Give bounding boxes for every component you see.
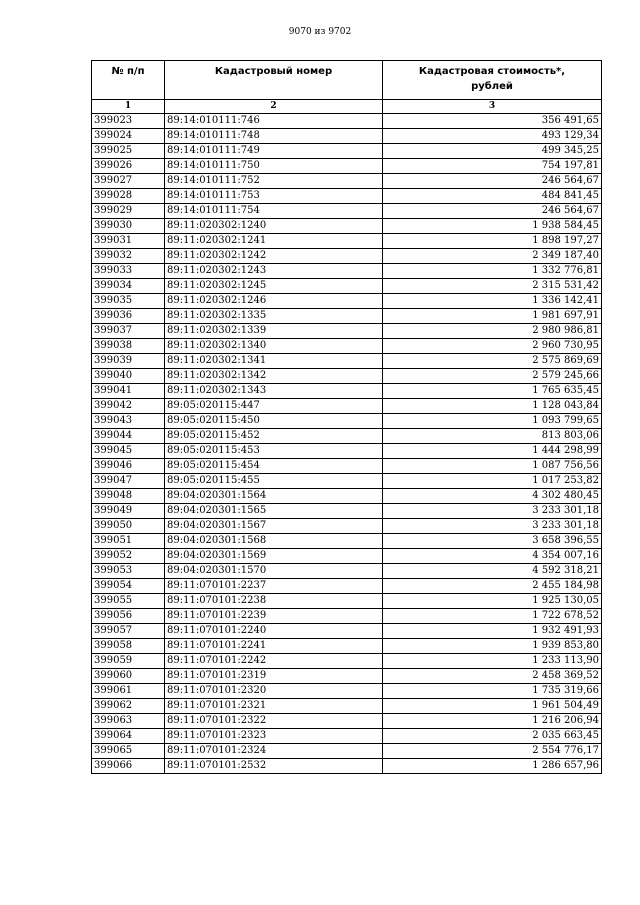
row-index: 399047: [92, 474, 165, 489]
row-cadastral-number: 89:11:070101:2237: [165, 579, 383, 594]
row-index: 399030: [92, 219, 165, 234]
row-cadastral-value: 1 898 197,27: [383, 234, 602, 249]
table-row: [92, 219, 602, 234]
row-cadastral-value: 2 554 776,17: [383, 744, 602, 759]
row-cadastral-value: 1 128 043,84: [383, 399, 602, 414]
table-row: [92, 354, 602, 369]
row-index: 399026: [92, 159, 165, 174]
row-cadastral-number: 89:14:010111:754: [165, 204, 383, 219]
column-number: 3: [383, 100, 602, 114]
row-cadastral-number: 89:11:020302:1339: [165, 324, 383, 339]
row-cadastral-number: 89:05:020115:450: [165, 414, 383, 429]
table-row: [92, 564, 602, 579]
row-cadastral-value: 2 960 730,95: [383, 339, 602, 354]
row-cadastral-number: 89:11:070101:2241: [165, 639, 383, 654]
table-row: [92, 339, 602, 354]
row-index: 399061: [92, 684, 165, 699]
row-index: 399035: [92, 294, 165, 309]
row-cadastral-value: 1 093 799,65: [383, 414, 602, 429]
row-index: 399048: [92, 489, 165, 504]
table-row: [92, 714, 602, 729]
table-row: [92, 519, 602, 534]
row-cadastral-number: 89:05:020115:454: [165, 459, 383, 474]
row-cadastral-number: 89:04:020301:1569: [165, 549, 383, 564]
table-row: [92, 759, 602, 774]
row-index: 399036: [92, 309, 165, 324]
table-row: [92, 549, 602, 564]
row-cadastral-value: 1 735 319,66: [383, 684, 602, 699]
table-header-row: [92, 61, 602, 100]
row-index: 399062: [92, 699, 165, 714]
table-row: [92, 189, 602, 204]
row-index: 399038: [92, 339, 165, 354]
cadastral-table: [91, 60, 602, 774]
row-cadastral-value: 1 286 657,96: [383, 759, 602, 774]
row-cadastral-value: 4 592 318,21: [383, 564, 602, 579]
table-row: [92, 444, 602, 459]
row-cadastral-number: 89:11:020302:1246: [165, 294, 383, 309]
row-index: 399050: [92, 519, 165, 534]
row-cadastral-value: 1 332 776,81: [383, 264, 602, 279]
row-index: 399032: [92, 249, 165, 264]
row-cadastral-number: 89:11:020302:1240: [165, 219, 383, 234]
row-cadastral-number: 89:11:070101:2238: [165, 594, 383, 609]
row-cadastral-number: 89:05:020115:452: [165, 429, 383, 444]
row-cadastral-number: 89:11:070101:2532: [165, 759, 383, 774]
row-index: 399063: [92, 714, 165, 729]
row-cadastral-number: 89:11:020302:1245: [165, 279, 383, 294]
table-row: [92, 129, 602, 144]
row-cadastral-value: 4 354 007,16: [383, 549, 602, 564]
table-row: [92, 474, 602, 489]
row-cadastral-number: 89:11:070101:2242: [165, 654, 383, 669]
row-index: 399046: [92, 459, 165, 474]
row-index: 399064: [92, 729, 165, 744]
row-cadastral-number: 89:11:070101:2319: [165, 669, 383, 684]
table-row: [92, 399, 602, 414]
row-cadastral-number: 89:11:070101:2321: [165, 699, 383, 714]
header-cadastral-value: Кадастровая стоимость*, рублей: [383, 61, 602, 100]
row-cadastral-number: 89:11:070101:2239: [165, 609, 383, 624]
row-index: 399055: [92, 594, 165, 609]
row-cadastral-value: 246 564,67: [383, 174, 602, 189]
header-cadastral-number: Кадастровый номер: [165, 61, 383, 100]
row-cadastral-number: 89:11:020302:1340: [165, 339, 383, 354]
row-index: 399044: [92, 429, 165, 444]
row-cadastral-value: 3 658 396,55: [383, 534, 602, 549]
row-cadastral-value: 499 345,25: [383, 144, 602, 159]
row-index: 399025: [92, 144, 165, 159]
row-cadastral-number: 89:14:010111:750: [165, 159, 383, 174]
row-cadastral-value: 2 579 245,66: [383, 369, 602, 384]
row-index: 399039: [92, 354, 165, 369]
row-cadastral-number: 89:14:010111:753: [165, 189, 383, 204]
table-row: [92, 309, 602, 324]
row-index: 399052: [92, 549, 165, 564]
row-cadastral-value: 1 722 678,52: [383, 609, 602, 624]
row-cadastral-number: 89:11:070101:2240: [165, 624, 383, 639]
row-index: 399056: [92, 609, 165, 624]
row-cadastral-value: 1 336 142,41: [383, 294, 602, 309]
row-index: 399034: [92, 279, 165, 294]
row-cadastral-value: 2 980 986,81: [383, 324, 602, 339]
row-cadastral-value: 3 233 301,18: [383, 504, 602, 519]
table-row: [92, 504, 602, 519]
table-row: [92, 579, 602, 594]
row-index: 399059: [92, 654, 165, 669]
row-index: 399040: [92, 369, 165, 384]
row-index: 399060: [92, 669, 165, 684]
row-cadastral-number: 89:11:070101:2324: [165, 744, 383, 759]
table-row: [92, 459, 602, 474]
table-row: [92, 684, 602, 699]
row-cadastral-value: 1 087 756,56: [383, 459, 602, 474]
table-row: [92, 324, 602, 339]
row-cadastral-number: 89:14:010111:748: [165, 129, 383, 144]
row-index: 399066: [92, 759, 165, 774]
column-number-row: [92, 100, 602, 114]
row-cadastral-number: 89:04:020301:1565: [165, 504, 383, 519]
row-cadastral-value: 1 939 853,80: [383, 639, 602, 654]
table-row: [92, 144, 602, 159]
column-number: 2: [165, 100, 383, 114]
row-index: 399053: [92, 564, 165, 579]
row-index: 399029: [92, 204, 165, 219]
row-cadastral-value: 493 129,34: [383, 129, 602, 144]
table-row: [92, 699, 602, 714]
row-cadastral-number: 89:11:020302:1241: [165, 234, 383, 249]
header-index: № п/п: [92, 61, 165, 100]
row-cadastral-value: 246 564,67: [383, 204, 602, 219]
row-cadastral-value: 2 455 184,98: [383, 579, 602, 594]
row-index: 399042: [92, 399, 165, 414]
row-cadastral-number: 89:11:020302:1341: [165, 354, 383, 369]
table-row: [92, 414, 602, 429]
row-cadastral-value: 1 216 206,94: [383, 714, 602, 729]
table-row: [92, 654, 602, 669]
row-index: 399051: [92, 534, 165, 549]
row-cadastral-value: 1 233 113,90: [383, 654, 602, 669]
row-cadastral-number: 89:04:020301:1564: [165, 489, 383, 504]
row-index: 399028: [92, 189, 165, 204]
row-cadastral-number: 89:05:020115:453: [165, 444, 383, 459]
row-index: 399045: [92, 444, 165, 459]
row-index: 399037: [92, 324, 165, 339]
table-body: [92, 114, 602, 774]
row-cadastral-value: 2 349 187,40: [383, 249, 602, 264]
row-index: 399054: [92, 579, 165, 594]
row-index: 399031: [92, 234, 165, 249]
table-row: [92, 624, 602, 639]
row-cadastral-value: 484 841,45: [383, 189, 602, 204]
row-cadastral-value: 1 444 298,99: [383, 444, 602, 459]
table-row: [92, 489, 602, 504]
table-row: [92, 534, 602, 549]
table-row: [92, 294, 602, 309]
row-cadastral-value: 813 803,06: [383, 429, 602, 444]
row-cadastral-number: 89:05:020115:447: [165, 399, 383, 414]
row-cadastral-value: 1 932 491,93: [383, 624, 602, 639]
page-header: 9070 из 9702: [288, 27, 352, 37]
row-cadastral-value: 1 981 697,91: [383, 309, 602, 324]
row-index: 399027: [92, 174, 165, 189]
row-cadastral-value: 356 491,65: [383, 114, 602, 129]
row-index: 399033: [92, 264, 165, 279]
table-row: [92, 669, 602, 684]
table-row: [92, 429, 602, 444]
table-row: [92, 249, 602, 264]
table-row: [92, 594, 602, 609]
table-row: [92, 609, 602, 624]
row-cadastral-value: 4 302 480,45: [383, 489, 602, 504]
row-cadastral-value: 1 961 504,49: [383, 699, 602, 714]
row-cadastral-number: 89:11:020302:1242: [165, 249, 383, 264]
row-cadastral-value: 1 017 253,82: [383, 474, 602, 489]
row-cadastral-value: 1 765 635,45: [383, 384, 602, 399]
row-cadastral-value: 2 458 369,52: [383, 669, 602, 684]
row-cadastral-number: 89:11:020302:1342: [165, 369, 383, 384]
row-cadastral-number: 89:11:070101:2320: [165, 684, 383, 699]
table-row: [92, 369, 602, 384]
row-cadastral-value: 2 575 869,69: [383, 354, 602, 369]
row-index: 399041: [92, 384, 165, 399]
column-number: 1: [92, 100, 165, 114]
row-index: 399043: [92, 414, 165, 429]
row-cadastral-number: 89:04:020301:1570: [165, 564, 383, 579]
row-cadastral-number: 89:14:010111:749: [165, 144, 383, 159]
table-row: [92, 744, 602, 759]
row-cadastral-number: 89:14:010111:752: [165, 174, 383, 189]
row-index: 399057: [92, 624, 165, 639]
row-cadastral-number: 89:11:020302:1243: [165, 264, 383, 279]
row-cadastral-number: 89:04:020301:1567: [165, 519, 383, 534]
row-cadastral-value: 2 315 531,42: [383, 279, 602, 294]
row-cadastral-value: 1 938 584,45: [383, 219, 602, 234]
table-row: [92, 279, 602, 294]
row-index: 399024: [92, 129, 165, 144]
table-row: [92, 204, 602, 219]
row-cadastral-value: 1 925 130,05: [383, 594, 602, 609]
row-cadastral-number: 89:11:070101:2322: [165, 714, 383, 729]
table-row: [92, 174, 602, 189]
row-cadastral-number: 89:11:020302:1335: [165, 309, 383, 324]
table-row: [92, 384, 602, 399]
table-row: [92, 114, 602, 129]
row-cadastral-number: 89:11:020302:1343: [165, 384, 383, 399]
table-row: [92, 639, 602, 654]
row-cadastral-number: 89:04:020301:1568: [165, 534, 383, 549]
row-index: 399023: [92, 114, 165, 129]
row-index: 399058: [92, 639, 165, 654]
table-row: [92, 159, 602, 174]
row-cadastral-value: 3 233 301,18: [383, 519, 602, 534]
row-cadastral-value: 2 035 663,45: [383, 729, 602, 744]
table-row: [92, 234, 602, 249]
row-cadastral-number: 89:11:070101:2323: [165, 729, 383, 744]
table-row: [92, 264, 602, 279]
row-index: 399049: [92, 504, 165, 519]
row-index: 399065: [92, 744, 165, 759]
row-cadastral-value: 754 197,81: [383, 159, 602, 174]
table-row: [92, 729, 602, 744]
row-cadastral-number: 89:05:020115:455: [165, 474, 383, 489]
row-cadastral-number: 89:14:010111:746: [165, 114, 383, 129]
